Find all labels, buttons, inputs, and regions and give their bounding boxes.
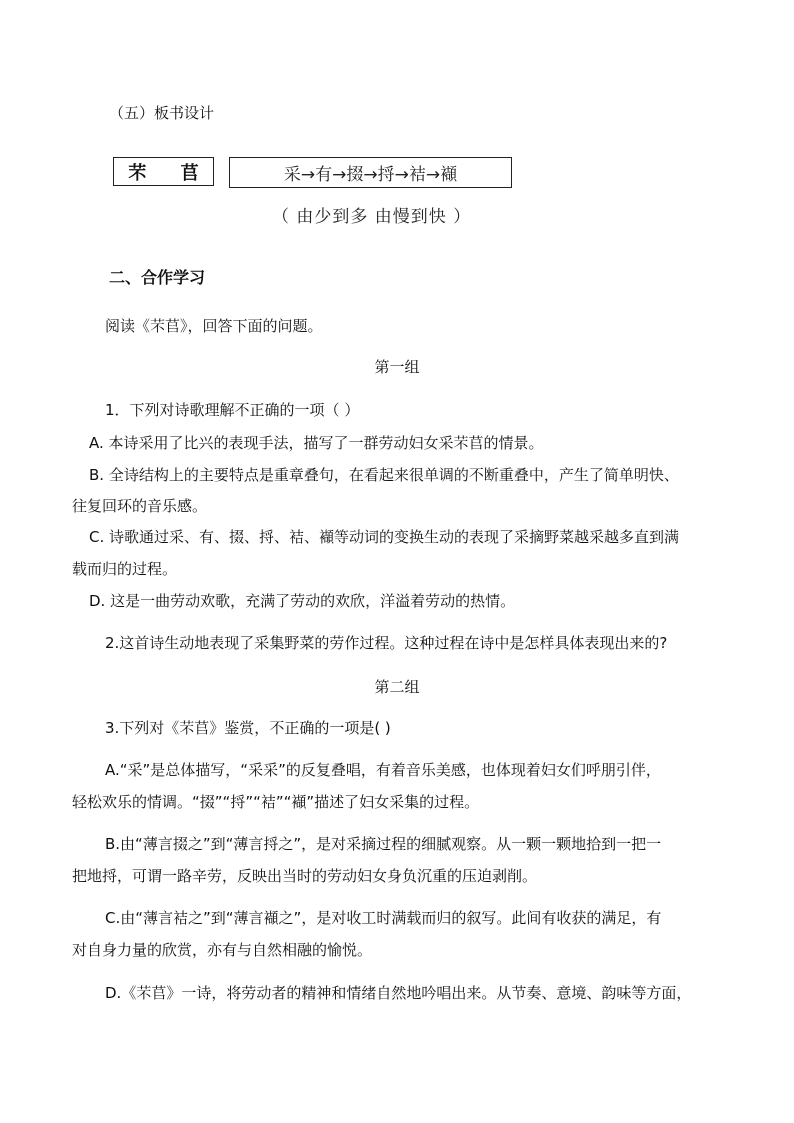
- q3-option-b-line1: B.由“薄言掇之”到“薄言捋之”，是对采摘过程的细腻观察。从一颗一颗地拾到一把一: [105, 835, 662, 853]
- section-label: （五）板书设计: [109, 104, 215, 122]
- board-note: （ 由少到多 由慢到快 ）: [272, 207, 472, 227]
- intro-text: 阅读《芣苢》，回答下面的问题。: [105, 317, 323, 335]
- group2-title: 第二组: [374, 678, 420, 696]
- board-flow-box: 采→有→掇→捋→袺→襭: [229, 157, 512, 188]
- q3-option-a-line1: A.“采”是总体描写，“采采”的反复叠唱，有着音乐美感，也体现着妇女们呼朋引伴，: [105, 761, 661, 779]
- q3-option-d-line1: D.《芣苢》一诗，将劳动者的精神和情绪自然地吟唱出来。从节奏、意境、韵味等方面，: [105, 984, 692, 1002]
- question-1: 1．下列对诗歌理解不正确的一项（ ）: [105, 401, 360, 419]
- q1-option-a: A. 本诗采用了比兴的表现手法，描写了一群劳动妇女采芣苢的情景。: [89, 434, 544, 452]
- question-2: 2.这首诗生动地表现了采集野菜的劳作过程。这种过程在诗中是怎样具体表现出来的?: [105, 634, 668, 652]
- q3-option-a-line2: 轻松欢乐的情调。“掇”“捋”“袺”“襭”描述了妇女采集的过程。: [72, 793, 480, 811]
- q3-option-c-line2: 对自身力量的欣赏，亦有与自然相融的愉悦。: [72, 941, 373, 959]
- q1-option-c-line1: C. 诗歌通过采、有、掇、捋、袺、襭等动词的变换生动的表现了采摘野菜越采越多直到满: [89, 528, 680, 546]
- question-3: 3.下列对《芣苢》鉴赏，不正确的一项是( ): [105, 719, 391, 737]
- q1-option-b-line2: 往复回环的音乐感。: [72, 497, 208, 515]
- q1-option-c-line2: 载而归的过程。: [72, 560, 178, 578]
- group1-title: 第一组: [374, 358, 420, 376]
- q3-option-b-line2: 把地捋，可谓一路辛劳，反映出当时的劳动妇女身负沉重的压迫剥削。: [72, 867, 538, 885]
- section-heading: 二、合作学习: [109, 268, 206, 287]
- q3-option-c-line1: C.由“薄言袺之”到“薄言襭之”，是对收工时满载而归的叙写。此间有收获的满足，有: [105, 909, 662, 927]
- q1-option-d: D. 这是一曲劳动欢歌，充满了劳动的欢欣，洋溢着劳动的热情。: [89, 592, 516, 610]
- board-title-box: 芣 苢: [113, 157, 214, 186]
- q1-option-b-line1: B. 全诗结构上的主要特点是重章叠句，在看起来很单调的不断重叠中，产生了简单明快、: [89, 466, 679, 484]
